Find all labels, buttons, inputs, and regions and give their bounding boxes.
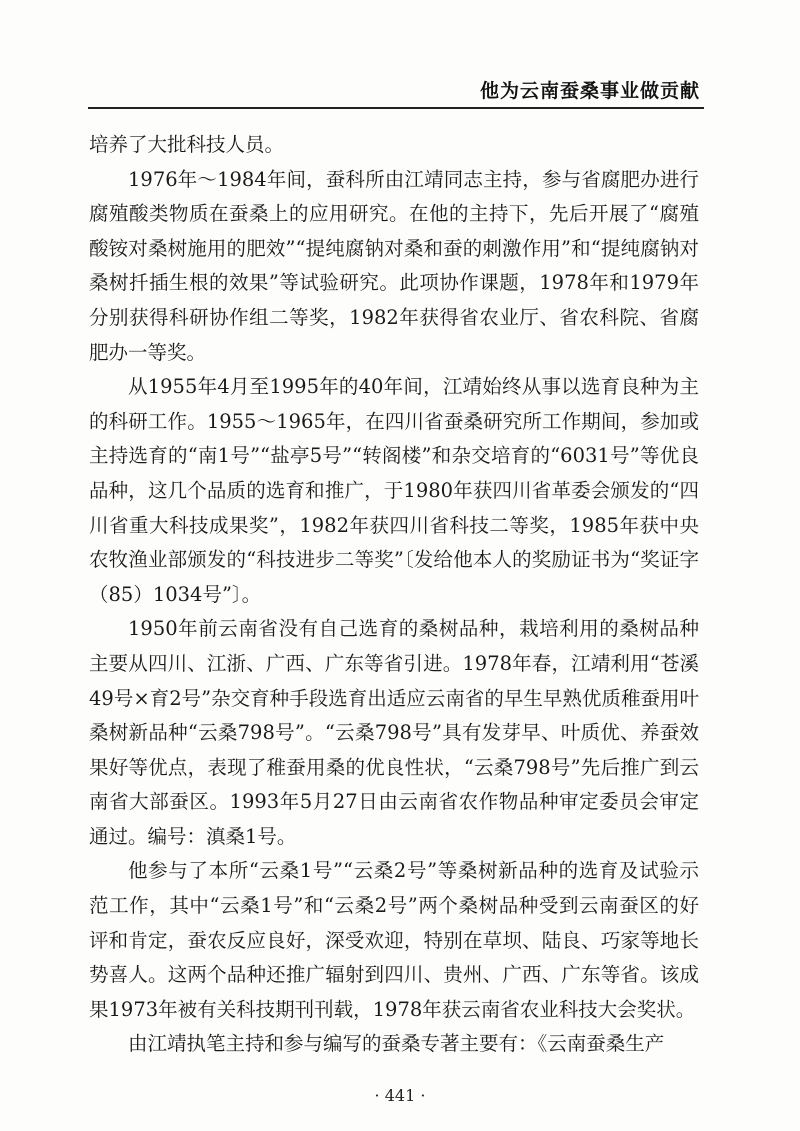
body-text — [89, 128, 699, 1062]
running-head-title: 他为云南蚕桑事业做贡献 — [479, 80, 700, 102]
paragraph: 1950年前云南省没有自己选育的桑树品种，栽培利用的桑树品种主要从四川、江浙、广西、广东等省引进。1978年春，江靖利用“苍溪49号×育2号”杂交育种手段选育出适应云南省的早生早熟优质稚蚕用叶桑树新品种“云桑798号”。“云桑798号”具有发芽早、叶质优、养蚕效果好等优点，表现了稚蚕用桑的优良性状，“云桑798号”先后推广到云南省大部蚕区。1993年5月27日由云南省农作物品种审定委员会审定通过。编号：滇桑1号。 — [89, 617, 699, 848]
paragraph: 由江靖执笔主持和参与编写的蚕桑专著主要有：《云南蚕桑生产 — [128, 1032, 665, 1056]
page-number: · 441 · — [374, 1086, 426, 1105]
paragraph: 他参与了本所“云桑1号”“云桑2号”等桑树新品种的选育及试验示范工作，其中“云桑1号”和“云桑2号”两个桑树品种受到云南蚕区的好评和肯定，蚕农反应良好，深受欢迎，特别在草坝、陆良、巧家等地长势喜人。这两个品种还推广辐射到四川、贵州、广西、广东等省。该成果1973年被有关科技期刊刊载，1978年获云南省农业科技大会奖状。 — [89, 859, 699, 1021]
paragraph-continuation: 培养了大批科技人员。 — [89, 133, 285, 156]
header-rule — [88, 107, 704, 109]
paragraph: 从1955年4月至1995年的40年间，江靖始终从事以选育良种为主的科研工作。1955～1965年，在四川省蚕桑研究所工作期间，参加或主持选育的“南1号”“盐亭5号”“转阁楼”和杂交培育的“6031号”等优良品种，这几个品质的选育和推广，于1980年获四川省革委会颁发的“四川省重大科技成果奖”，1982年获四川省科技二等奖，1985年获中央农牧渔业部颁发的“科技进步二等奖”〔发给他本人的奖励证书为“奖证字（85）1034号”〕。 — [89, 375, 699, 606]
paragraph: 1976年～1984年间，蚕科所由江靖同志主持，参与省腐肥办进行腐殖酸类物质在蚕桑上的应用研究。在他的主持下，先后开展了“腐殖酸铵对桑树施用的肥效”“提纯腐钠对桑和蚕的刺激作用”和“提纯腐钠对桑树扦插生根的效果”等试验研究。此项协作课题，1978年和1979年分别获得科研协作组二等奖，1982年获得省农业厅、省农科院、省腐肥办一等奖。 — [89, 167, 699, 364]
